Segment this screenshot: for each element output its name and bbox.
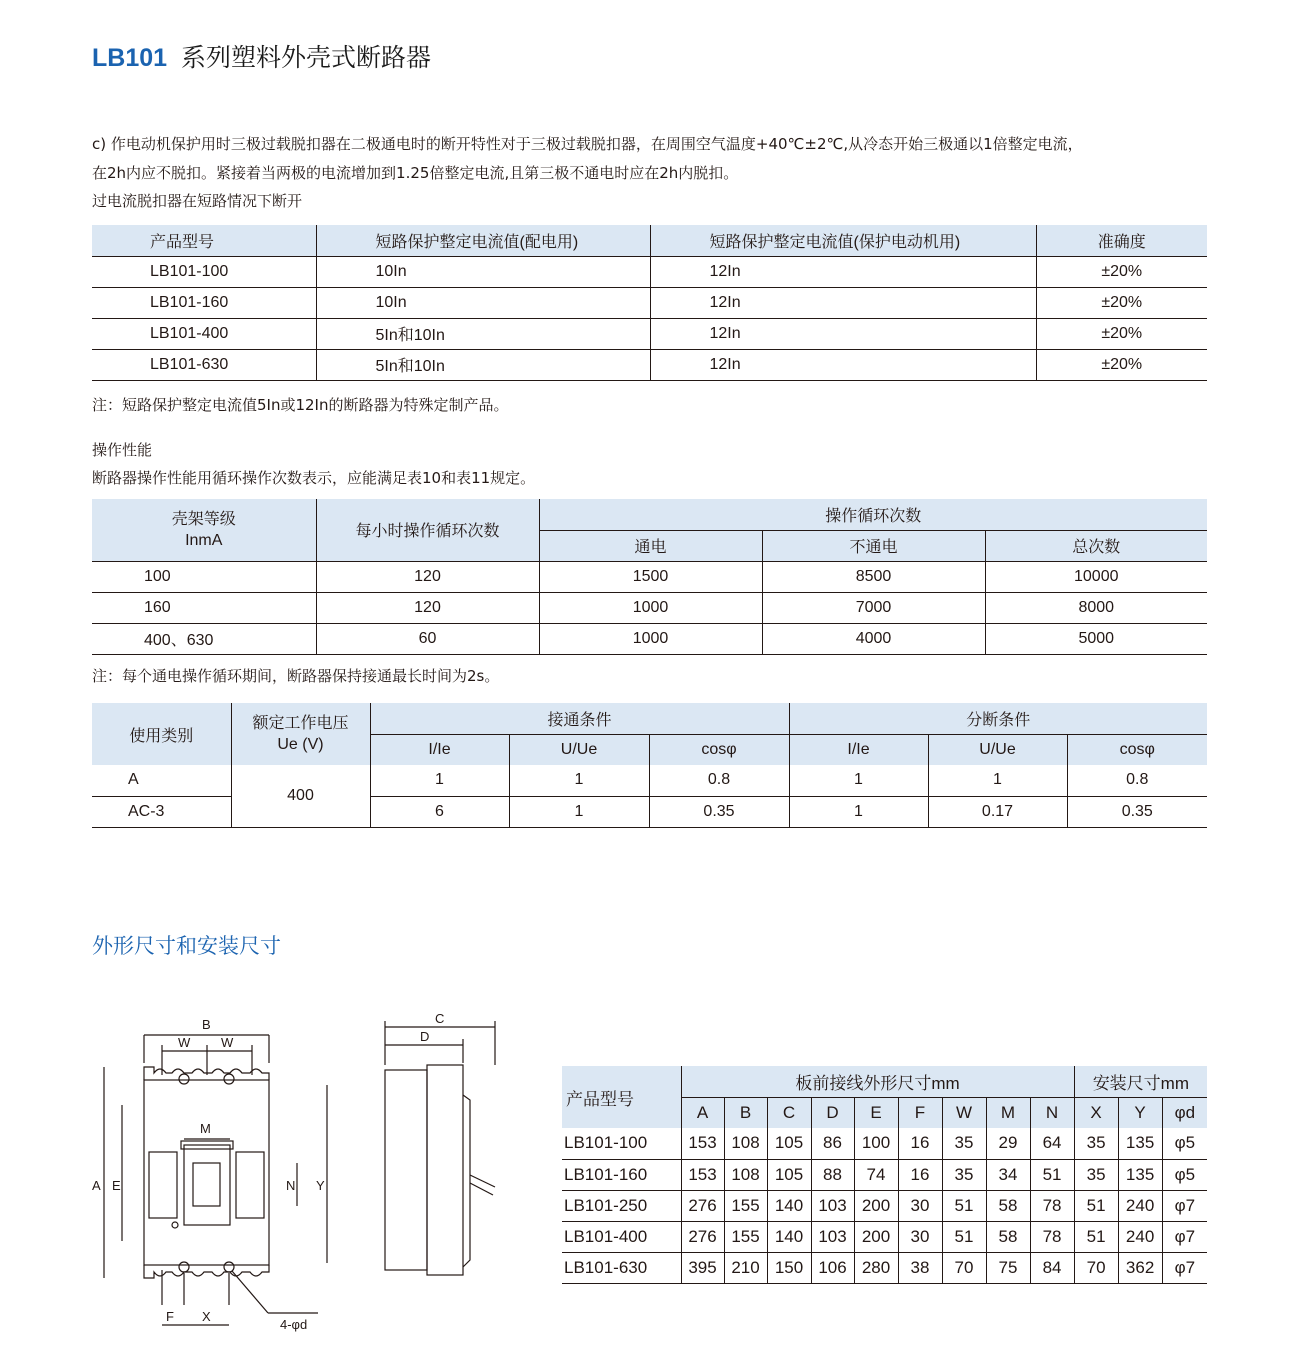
cell: ±20% (1036, 349, 1207, 380)
header-cell: D (811, 1097, 854, 1128)
cell: LB101-160 (92, 287, 316, 318)
header-frame-line2: InmA (185, 531, 223, 549)
operation-heading: 操作性能 (92, 441, 153, 459)
cell: 155 (724, 1190, 767, 1221)
header-cell: cosφ (649, 734, 789, 765)
cell: 1 (789, 765, 928, 796)
cell: 105 (767, 1159, 811, 1190)
cell: 108 (724, 1159, 767, 1190)
cell: 74 (854, 1159, 898, 1190)
cell: 16 (898, 1159, 942, 1190)
cell: 105 (767, 1128, 811, 1159)
cell: 153 (681, 1159, 724, 1190)
dim-label-f: F (166, 1309, 174, 1324)
cell: 12In (650, 287, 1036, 318)
header-cell: 产品型号 (92, 225, 316, 256)
cell: 38 (898, 1252, 942, 1283)
dimensions-table (562, 1066, 1207, 1284)
header-cell: N (1030, 1097, 1074, 1128)
header-cell-outline: 板前接线外形尺寸mm (681, 1066, 1074, 1097)
cell: 1 (928, 765, 1067, 796)
table-header-row (92, 225, 1207, 256)
cell: 64 (1030, 1128, 1074, 1159)
table-row (562, 1128, 1207, 1159)
table2-note: 注：每个通电操作循环期间，断路器保持接通最长时间为2s。 (92, 667, 500, 685)
dim-label-y: Y (316, 1178, 325, 1193)
dim-label-m: M (200, 1121, 211, 1136)
cell: 153 (681, 1128, 724, 1159)
cell: 30 (898, 1190, 942, 1221)
dim-label-c: C (435, 1011, 445, 1026)
cell: 103 (811, 1221, 854, 1252)
cell: 1000 (539, 623, 762, 654)
cell: 240 (1118, 1221, 1162, 1252)
utilization-category-table (92, 703, 1207, 828)
cell: 1 (370, 765, 509, 796)
header-cell-off: 不通电 (762, 530, 985, 561)
cell: LB101-630 (92, 349, 316, 380)
header-cell: cosφ (1067, 734, 1207, 765)
table-row (92, 287, 1207, 318)
cell: AC-3 (92, 796, 231, 827)
header-cell-category: 使用类别 (129, 727, 194, 745)
section-title-dimensions: 外形尺寸和安装尺寸 (92, 934, 281, 958)
cell: 0.8 (1067, 765, 1207, 796)
cell: 51 (1074, 1221, 1118, 1252)
cell: 70 (1074, 1252, 1118, 1283)
cell: φ5 (1162, 1128, 1207, 1159)
cell: 16 (898, 1128, 942, 1159)
cell: 51 (1030, 1159, 1074, 1190)
header-cell: C (767, 1097, 811, 1128)
operation-cycles-table (92, 499, 1207, 655)
header-cell-on: 通电 (539, 530, 762, 561)
cell: 120 (316, 561, 539, 592)
cell: 5000 (985, 623, 1207, 654)
cell: 210 (724, 1252, 767, 1283)
dim-label-n: N (286, 1178, 296, 1193)
cell: 10In (316, 287, 650, 318)
intro-line-1: c) 作电动机保护用时三极过载脱扣器在二极通电时的断开特性对于三极过载脱扣器，在周围空气温度+40℃±2℃,从冷态开始三极通以1倍整定电流， (92, 135, 1083, 153)
cell: 5In和10In (316, 318, 650, 349)
cell: 395 (681, 1252, 724, 1283)
header-frame-line1: 壳架等级 (171, 510, 236, 528)
cell: 160 (92, 592, 316, 623)
cell: LB101-630 (562, 1252, 681, 1283)
cell: 10000 (985, 561, 1207, 592)
cell: 86 (811, 1128, 854, 1159)
cell-voltage: 400 (231, 765, 370, 827)
cell: φ7 (1162, 1190, 1207, 1221)
cell: 1500 (539, 561, 762, 592)
header-cell: I/Ie (370, 734, 509, 765)
header-cell: U/Ue (509, 734, 649, 765)
cell: 5In和10In (316, 349, 650, 380)
table-row (562, 1252, 1207, 1283)
cell: 12In (650, 256, 1036, 287)
cell: 135 (1118, 1128, 1162, 1159)
cell: 70 (942, 1252, 986, 1283)
cell: 150 (767, 1252, 811, 1283)
cell: 78 (1030, 1221, 1074, 1252)
cell: 100 (92, 561, 316, 592)
cell: 0.35 (649, 796, 789, 827)
header-cell-make: 接通条件 (370, 703, 789, 734)
cell: 51 (942, 1221, 986, 1252)
cell: 35 (1074, 1159, 1118, 1190)
table-row (92, 256, 1207, 287)
header-cell: A (681, 1097, 724, 1128)
cell: 276 (681, 1221, 724, 1252)
cell: 276 (681, 1190, 724, 1221)
header-cell: E (854, 1097, 898, 1128)
cell: 1000 (539, 592, 762, 623)
cell: 35 (942, 1128, 986, 1159)
cell: 75 (986, 1252, 1030, 1283)
cell: 34 (986, 1159, 1030, 1190)
cell: 1 (509, 796, 649, 827)
model-name: LB101 (92, 44, 168, 72)
intro-line-3: 过电流脱扣器在短路情况下断开 (92, 192, 303, 210)
cell: φ7 (1162, 1252, 1207, 1283)
cell: 8500 (762, 561, 985, 592)
cell: 200 (854, 1190, 898, 1221)
cell: 0.35 (1067, 796, 1207, 827)
table-row (92, 349, 1207, 380)
header-cell: B (724, 1097, 767, 1128)
cell: 29 (986, 1128, 1030, 1159)
header-cell-frame (92, 499, 316, 561)
page-title (92, 38, 431, 74)
cell: 1 (509, 765, 649, 796)
table-header-row (562, 1066, 1207, 1097)
table-row (92, 765, 1207, 796)
header-cell: F (898, 1097, 942, 1128)
cell: 84 (1030, 1252, 1074, 1283)
cell: 0.8 (649, 765, 789, 796)
cell: LB101-160 (562, 1159, 681, 1190)
dim-label-w2: W (221, 1035, 234, 1050)
table-row (562, 1190, 1207, 1221)
cell: 35 (1074, 1128, 1118, 1159)
cell: φ7 (1162, 1221, 1207, 1252)
table-row (92, 318, 1207, 349)
cell: 1 (789, 796, 928, 827)
cell: 135 (1118, 1159, 1162, 1190)
header-cell-voltage (231, 703, 370, 765)
header-cell-total: 总次数 (985, 530, 1207, 561)
cell: 30 (898, 1221, 942, 1252)
cell: LB101-100 (562, 1128, 681, 1159)
cell: 6 (370, 796, 509, 827)
cell: 120 (316, 592, 539, 623)
cell: 7000 (762, 592, 985, 623)
cell: 240 (1118, 1190, 1162, 1221)
cell: 60 (316, 623, 539, 654)
header-cell-install: 安装尺寸mm (1074, 1066, 1207, 1097)
table-header-row (92, 703, 1207, 734)
table-row (562, 1159, 1207, 1190)
cell: 106 (811, 1252, 854, 1283)
cell: 8000 (985, 592, 1207, 623)
cell: 12In (650, 318, 1036, 349)
header-cell: I/Ie (789, 734, 928, 765)
dimension-drawing (90, 1005, 540, 1345)
cell: 0.17 (928, 796, 1067, 827)
cell: 100 (854, 1128, 898, 1159)
header-cell-break: 分断条件 (789, 703, 1207, 734)
dim-label-w1: W (178, 1035, 191, 1050)
dim-label-e: E (112, 1178, 121, 1193)
header-cell-cycles: 操作循环次数 (539, 499, 1207, 530)
header-cell: X (1074, 1097, 1118, 1128)
title-text: 系列塑料外壳式断路器 (181, 43, 432, 72)
cell: 140 (767, 1221, 811, 1252)
header-cell: W (942, 1097, 986, 1128)
dim-label-x: X (202, 1309, 211, 1324)
operation-desc: 断路器操作性能用循环操作次数表示，应能满足表10和表11规定。 (92, 469, 536, 487)
dim-label-holes: 4-φd (280, 1317, 308, 1332)
cell: 12In (650, 349, 1036, 380)
header-voltage-line2: Ue (V) (277, 736, 324, 753)
cell: 78 (1030, 1190, 1074, 1221)
table-row (92, 561, 1207, 592)
short-circuit-table (92, 225, 1207, 381)
table-header-row (92, 499, 1207, 530)
cell: 400、630 (92, 623, 316, 654)
cell: 51 (1074, 1190, 1118, 1221)
table1-note: 注：短路保护整定电流值5In或12In的断路器为特殊定制产品。 (92, 396, 509, 414)
cell: LB101-400 (92, 318, 316, 349)
intro-line-2: 在2h内应不脱扣。紧接着当两极的电流增加到1.25倍整定电流,且第三极不通电时应在2h内脱扣。 (92, 164, 739, 182)
cell: 4000 (762, 623, 985, 654)
header-cell-model: 产品型号 (566, 1089, 634, 1109)
table-row (92, 623, 1207, 654)
header-cell: φd (1162, 1097, 1207, 1128)
header-cell: Y (1118, 1097, 1162, 1128)
header-cell: 短路保护整定电流值(保护电动机用) (650, 225, 1036, 256)
table-row (92, 592, 1207, 623)
cell: 51 (942, 1190, 986, 1221)
header-cell: U/Ue (928, 734, 1067, 765)
header-voltage-line1: 额定工作电压 (252, 715, 349, 732)
header-cell: 准确度 (1036, 225, 1207, 256)
cell: 58 (986, 1221, 1030, 1252)
cell: ±20% (1036, 256, 1207, 287)
cell: 200 (854, 1221, 898, 1252)
cell: 108 (724, 1128, 767, 1159)
cell: LB101-250 (562, 1190, 681, 1221)
header-cell-per-hour: 每小时操作循环次数 (316, 499, 539, 561)
cell: 155 (724, 1221, 767, 1252)
cell: A (92, 765, 231, 796)
cell: 280 (854, 1252, 898, 1283)
cell: 35 (942, 1159, 986, 1190)
cell: 58 (986, 1190, 1030, 1221)
dim-label-a: A (92, 1178, 101, 1193)
header-cell: 短路保护整定电流值(配电用) (316, 225, 650, 256)
cell: 103 (811, 1190, 854, 1221)
cell: 10In (316, 256, 650, 287)
table-row (562, 1221, 1207, 1252)
cell: 88 (811, 1159, 854, 1190)
header-cell: M (986, 1097, 1030, 1128)
cell: ±20% (1036, 287, 1207, 318)
cell: ±20% (1036, 318, 1207, 349)
cell: 140 (767, 1190, 811, 1221)
cell: LB101-100 (92, 256, 316, 287)
cell: φ5 (1162, 1159, 1207, 1190)
cell: 362 (1118, 1252, 1162, 1283)
dim-label-b: B (202, 1017, 211, 1032)
cell: LB101-400 (562, 1221, 681, 1252)
dim-label-d: D (420, 1029, 430, 1044)
